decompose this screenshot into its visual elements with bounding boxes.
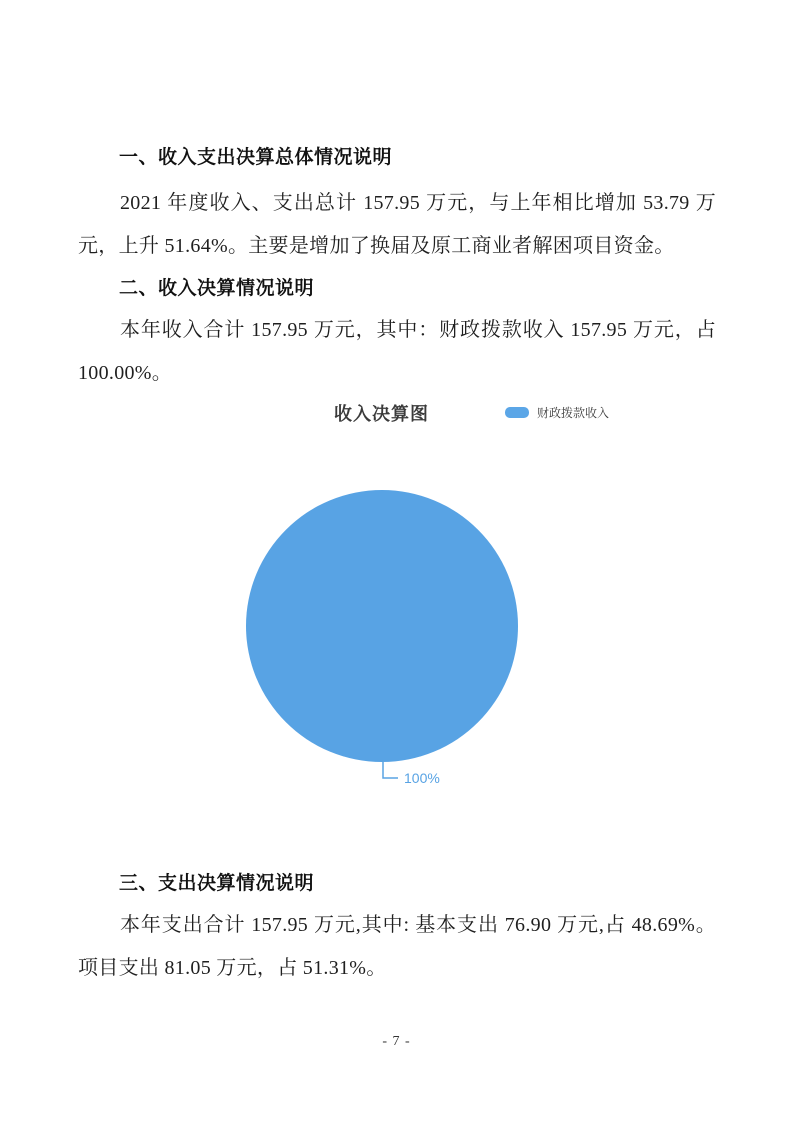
section-3-heading: 三、支出决算情况说明 [119,873,315,894]
chart-title: 收入决算图 [334,404,429,424]
pie-slice-caizheng-bokuan [246,490,518,762]
pie-chart-canvas [236,470,536,800]
legend-label: 财政拨款收入 [537,406,610,420]
pie-leader-line [383,762,398,778]
section-1-paragraph: 2021 年度收入、支出总计 157.95 万元，与上年相比增加 53.79 万元，上升 51.64%。主要是增加了换届及原工商业者解困项目资金。 [78,192,716,257]
section-2-paragraph: 本年收入合计 157.95 万元，其中：财政拨款收入 157.95 万元，占 100.00%。 [78,319,716,384]
chart-legend [505,404,609,421]
pie-percent-label: 100% [404,770,440,786]
section-1-heading: 一、收入支出决算总体情况说明 [119,147,393,168]
section-3-paragraph: 本年支出合计 157.95 万元,其中: 基本支出 76.90 万元,占 48.69%。项目支出 81.05 万元，占 51.31%。 [78,914,716,979]
section-2-heading: 二、收入决算情况说明 [119,278,315,299]
page-number: - 7 - [382,1034,411,1049]
legend-swatch-icon [505,407,529,418]
